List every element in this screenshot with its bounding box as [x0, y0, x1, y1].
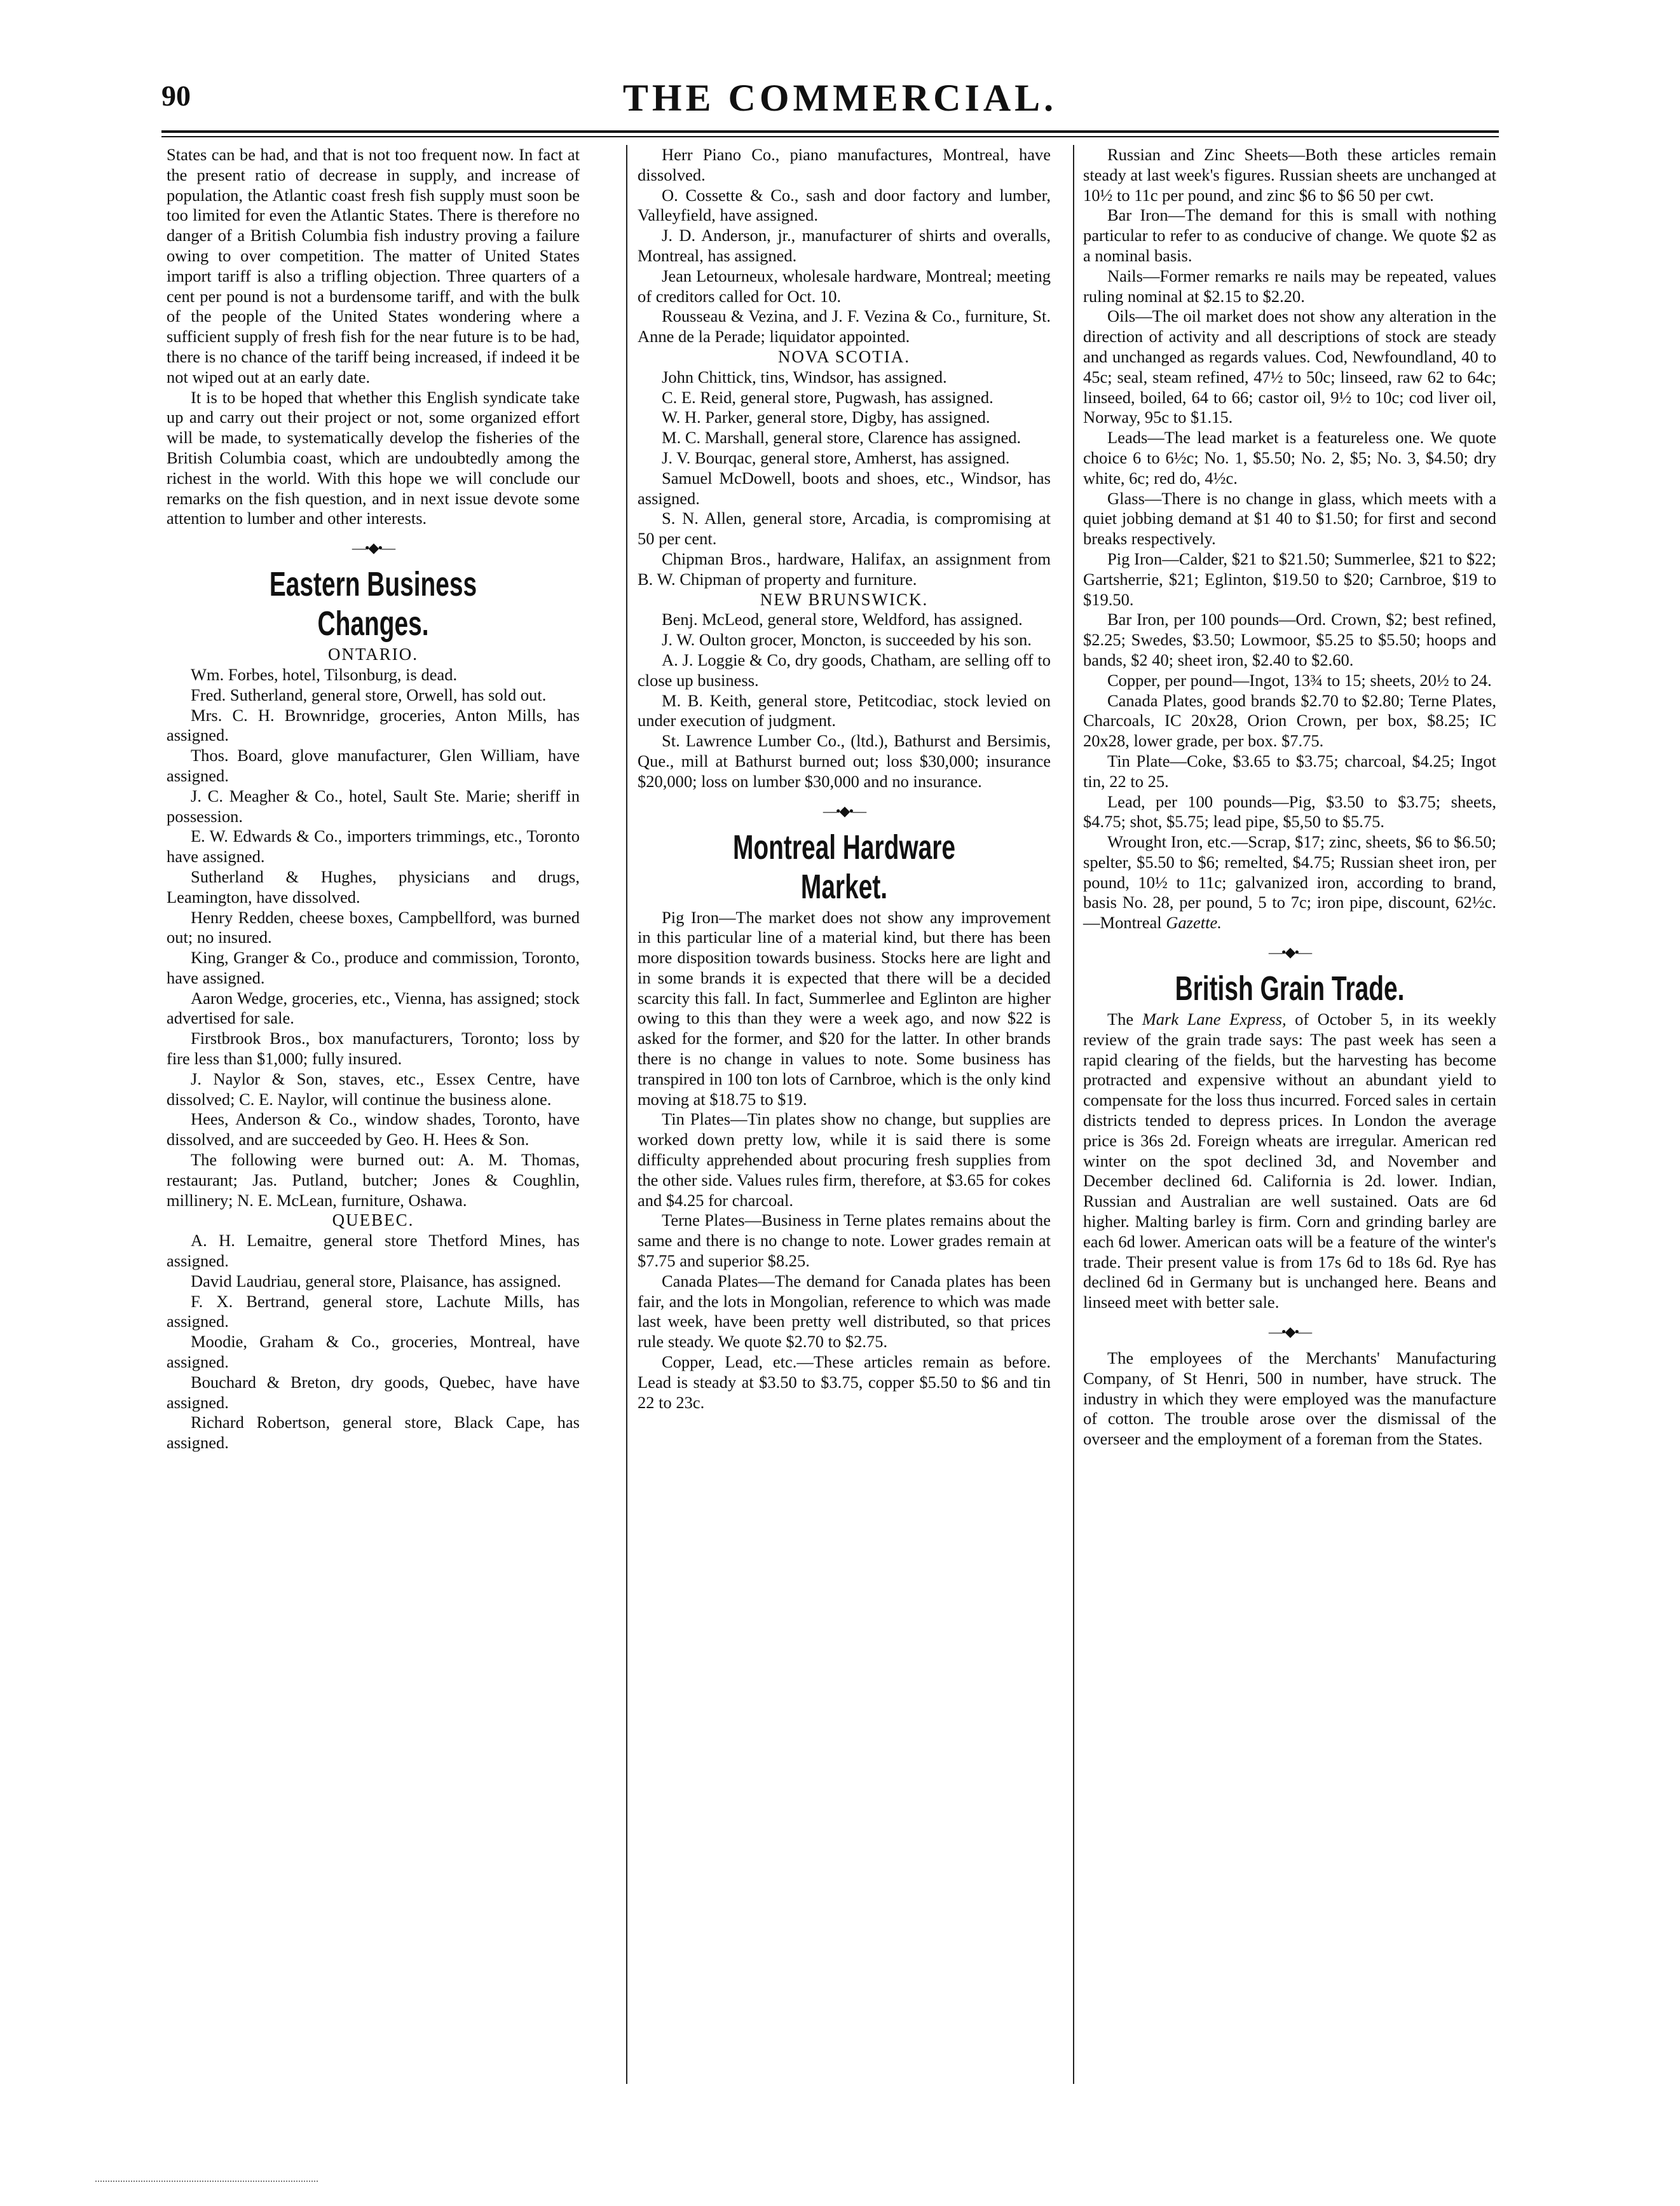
- list-item: Benj. McLeod, general store, Weldford, has assigned.: [662, 610, 1023, 629]
- article-paragraph: Bar Iron—The demand for this is small with nothing particular to refer to as conducive of change. We quote $2 as a nominal basis.: [1083, 205, 1496, 265]
- publication-name: Mark Lane Express,: [1142, 1010, 1287, 1029]
- list-item: O. Cossette & Co., sash and door factory and lumber, Valleyfield, have assigned.: [638, 185, 1051, 225]
- list-item: The following were burned out: A. M. Thomas, restaurant; Jas. Putland, butcher; Jones & Coughlin, millinery; N. E. McLean, furniture, Oshawa.: [167, 1150, 580, 1210]
- list-item: David Laudriau, general store, Plaisance, has assigned.: [191, 1271, 561, 1291]
- list-item: J. D. Anderson, jr., manufacturer of shirts and overalls, Montreal, has assigned.: [638, 226, 1051, 265]
- column-2: [638, 145, 1051, 1413]
- list-item: Hees, Anderson & Co., window shades, Toronto, have dissolved, and are succeeded by Geo. H. Hees & Son.: [167, 1109, 580, 1149]
- section-heading: Eastern Business Changes.: [269, 565, 477, 643]
- section-ornament: —•◆•—: [1268, 944, 1311, 961]
- price-text: Wrought Iron, etc.—Scrap, $17; zinc, sheets, $6 to $6.50; spelter, $5.50 to $6; remelted, $4.75; Russian sheet iron, per pound, 10½ to 11c; galvanized iron, according to brand, basis No. 28, per pound, 5 to 7c; iron pipe, discount, 62½c.—Montreal: [1083, 832, 1496, 933]
- article-paragraph: Nails—Former remarks re nails may be repeated, values ruling nominal at $2.15 to $2.20.: [1083, 266, 1496, 306]
- list-item: Mrs. C. H. Brownridge, groceries, Anton Mills, has assigned.: [167, 705, 580, 745]
- section-ornament: —•◆•—: [352, 540, 395, 556]
- list-item: W. H. Parker, general store, Digby, has assigned.: [662, 408, 990, 427]
- article-paragraph: States can be had, and that is not too frequent now. In fact at the present ratio of decrease in supply, and increase of population, the Atlantic coast fresh fish supply must soon be too limited for even the Atlantic States. There is therefore no danger of a British Columbia fish industry proving a failure owing to over competition. The matter of United States import tariff is also a trifling objection. Three quarters of a cent per pound is not a burdensome tariff, and with the bulk of the people of the United States wondering where a sufficient supply of fresh fish for the near future is to be had, there is no chance of the tariff being increased, if indeed it be not wiped out at an early date.: [167, 145, 580, 387]
- article-paragraph: Terne Plates—Business in Terne plates remains about the same and there is no change to note. Lower grades remain at $7.75 and superior $8.25.: [638, 1210, 1051, 1271]
- list-item: Thos. Board, glove manufacturer, Glen William, have assigned.: [167, 746, 580, 785]
- article-paragraph: [1083, 1010, 1496, 1313]
- list-item: J. C. Meagher & Co., hotel, Sault Ste. Marie; sheriff in possession.: [167, 786, 580, 826]
- lead-word: The: [1107, 1010, 1142, 1029]
- list-item: Samuel McDowell, boots and shoes, etc., Windsor, has assigned.: [638, 468, 1051, 508]
- article-paragraph: [1083, 832, 1496, 933]
- article-paragraph: Copper, per pound—Ingot, 13¾ to 15; sheets, 20½ to 24.: [1107, 670, 1492, 690]
- list-item: Jean Letourneux, wholesale hardware, Montreal; meeting of creditors called for Oct. 10.: [638, 266, 1051, 306]
- article-paragraph: Lead, per 100 pounds—Pig, $3.50 to $3.75; sheets, $4.75; shot, $5.75; lead pipe, $5,50 to $5.75.: [1083, 791, 1496, 832]
- list-item: St. Lawrence Lumber Co., (ltd.), Bathurst and Bersimis, Que., mill at Bathurst burned out; loss $30,000; insurance $20,000; loss on lumber $30,000 and no insurance.: [638, 731, 1051, 791]
- article-paragraph: It is to be hoped that whether this English syndicate take up and carry out their project or not, some organized effort will be made, to systematically develop the fisheries of the British Columbia coast, which are undoubtedly among the richest in the world. With this hope we will conclude our remarks on the fish question, and in next issue devote some attention to lumber and other interests.: [167, 387, 580, 528]
- list-item: J. Naylor & Son, staves, etc., Essex Centre, have dissolved; C. E. Naylor, will continue the business alone.: [167, 1069, 580, 1109]
- list-item: John Chittick, tins, Windsor, has assigned.: [662, 367, 947, 387]
- province-label: QUEBEC.: [332, 1210, 414, 1230]
- list-item: Bouchard & Breton, dry goods, Quebec, have have assigned.: [167, 1372, 580, 1412]
- column-3: [1083, 145, 1496, 1449]
- list-item: S. N. Allen, general store, Arcadia, is compromising at 50 per cent.: [638, 509, 1051, 549]
- list-item: M. B. Keith, general store, Petitcodiac, stock levied on under execution of judgment.: [638, 690, 1051, 730]
- list-item: E. W. Edwards & Co., importers trimmings, etc., Toronto have assigned.: [167, 826, 580, 867]
- province-label: NEW BRUNSWICK.: [760, 589, 929, 609]
- page-number: 90: [161, 79, 191, 112]
- list-item: Firstbrook Bros., box manufacturers, Toronto; loss by fire less than $1,000; fully insured.: [167, 1029, 580, 1069]
- footer-rule: [95, 2181, 318, 2186]
- article-paragraph: Pig Iron—Calder, $21 to $21.50; Summerlee, $21 to $22; Gartsherrie, $21; Eglinton, $19.50 to $20; Carnbroe, $19 to $19.50.: [1083, 549, 1496, 609]
- list-item: C. E. Reid, general store, Pugwash, has assigned.: [662, 387, 994, 407]
- column-divider: [626, 145, 627, 2084]
- article-paragraph: The employees of the Merchants' Manufacturing Company, of St Henri, 500 in number, have struck. The industry in which they were employed was the manufacture of cotton. The trouble arose over the dismissal of the overseer and the employment of a foreman from the States.: [1083, 1348, 1496, 1449]
- list-item: M. C. Marshall, general store, Clarence has assigned.: [662, 428, 1021, 448]
- list-item: Fred. Sutherland, general store, Orwell, has sold out.: [191, 685, 547, 704]
- section-heading: British Grain Trade.: [1175, 969, 1405, 1008]
- article-paragraph: Leads—The lead market is a featureless one. We quote choice 6 to 6½c; No. 1, $5.50; No. 2, $5; No. 3, $4.50; dry white, 6c; red do, 4½c.: [1083, 428, 1496, 488]
- article-paragraph: Bar Iron, per 100 pounds—Ord. Crown, $2; best refined, $2.25; Swedes, $3.50; Lowmoor, $5.25 to $5.50; hoops and bands, $2 40; sheet iron, $2.40 to $2.60.: [1083, 610, 1496, 669]
- article-paragraph: Oils—The oil market does not show any alteration in the direction of activity and all descriptions of stock are steady and unchanged as regards values. Cod, Newfoundland, 40 to 45c; seal, steam refined, 47½ to 50c; linseed, raw 62 to 64c; linseed, boiled, 64 to 66; castor oil, 9½ to 10c; cod liver oil, Norway, 95c to $1.15.: [1083, 306, 1496, 427]
- list-item: Herr Piano Co., piano manufactures, Montreal, have dissolved.: [638, 145, 1051, 184]
- section-ornament: —•◆•—: [823, 802, 866, 819]
- list-item: Richard Robertson, general store, Black Cape, has assigned.: [167, 1413, 580, 1453]
- article-paragraph: Russian and Zinc Sheets—Both these articles remain steady at last week's figures. Russian sheets are unchanged at 10½ to 11c per pound, and zinc $6 to $6 50 per cwt.: [1083, 145, 1496, 205]
- list-item: Moodie, Graham & Co., groceries, Montreal, have assigned.: [167, 1332, 580, 1372]
- list-item: F. X. Bertrand, general store, Lachute Mills, has assigned.: [167, 1291, 580, 1331]
- article-paragraph: Pig Iron—The market does not show any improvement in this particular line of a material kind, but there has been more disposition towards business. Stocks here are light and in some brands it is expected that there will be a decided scarcity this fall. In fact, Summerlee and Eglinton are higher owing to this than they were a week ago, and now $22 is asked for the former, and $20 for the latter. In other brands there is no change in values to note. Some business has transpired in 100 ton lots of Carnbroe, which is the only kind moving at $18.75 to $19.: [638, 907, 1051, 1109]
- article-paragraph: Canada Plates—The demand for Canada plates has been fair, and the lots in Mongolian, reference to which was made last week, have been pretty well distributed, so that prices rule steady. We quote $2.70 to $2.75.: [638, 1271, 1051, 1352]
- province-label: NOVA SCOTIA.: [777, 346, 911, 366]
- article-paragraph: Copper, Lead, etc.—These articles remain as before. Lead is steady at $3.50 to $3.75, copper $5.50 to $6 and tin 22 to 23c.: [638, 1352, 1051, 1412]
- grain-report-text: of October 5, in its weekly review of the grain trade says: The past week has seen a rapid clearing of the fields, but the harvesting has become protracted and expensive without an abundant yield to compensate for the loss thus incurred. Forced sales in certain districts tended to depress prices. In London the average price is 36s 2d. Foreign wheats are irregular. American red winter on the spot declined 3d, and November and December declined 6d. California is 2d. lower. Indian, Russian and Australian are well sustained. Oats are 6d higher. Malting barley is firm. Corn and grinding barley are each 6d lower. American oats will be a feature of the winter's trade. Their present value is from 17s 6d to 18s 6d. Rye has declined 6d in Germany but is unchanged here. Beans and linseed meet with better sale.: [1083, 1010, 1496, 1312]
- article-paragraph: Canada Plates, good brands $2.70 to $2.80; Terne Plates, Charcoals, IC 20x28, Orion Crown, per box, $8.25; IC 20x28, lower grade, per box. $7.75.: [1083, 690, 1496, 751]
- header-rule: [161, 130, 1499, 133]
- list-item: Chipman Bros., hardware, Halifax, an assignment from B. W. Chipman of property and furniture.: [638, 549, 1051, 589]
- column-1: [167, 145, 580, 1453]
- list-item: J. V. Bourqac, general store, Amherst, has assigned.: [662, 448, 1010, 467]
- province-label: ONTARIO.: [327, 645, 419, 664]
- list-item: King, Granger & Co., produce and commission, Toronto, have assigned.: [167, 948, 580, 987]
- list-item: A. H. Lemaitre, general store Thetford Mines, has assigned.: [167, 1231, 580, 1271]
- column-divider: [1073, 145, 1074, 2084]
- list-item: Wm. Forbes, hotel, Tilsonburg, is dead.: [191, 664, 458, 684]
- list-item: Henry Redden, cheese boxes, Campbellford, was burned out; no insured.: [167, 907, 580, 947]
- article-paragraph: Tin Plate—Coke, $3.65 to $3.75; charcoal, $4.25; Ingot tin, 22 to 25.: [1083, 751, 1496, 791]
- header-rule-thin: [161, 136, 1499, 137]
- list-item: J. W. Oulton grocer, Moncton, is succeeded by his son.: [662, 630, 1032, 650]
- source-citation: Gazette.: [1166, 913, 1222, 933]
- article-paragraph: Tin Plates—Tin plates show no change, but supplies are worked down pretty low, while it is said there is some difficulty apprehended about procuring fresh supplies from the other side. Values rules firm, therefore, at $3.65 for cokes and $4.25 for charcoal.: [638, 1109, 1051, 1210]
- masthead-title: THE COMMERCIAL.: [622, 77, 1058, 119]
- list-item: Rousseau & Vezina, and J. F. Vezina & Co., furniture, St. Anne de la Perade; liquidator appointed.: [638, 306, 1051, 346]
- section-ornament: —•◆•—: [1268, 1324, 1311, 1340]
- article-paragraph: Glass—There is no change in glass, which meets with a quiet jobbing demand at $1 40 to $1.50; for first and second breaks respectively.: [1083, 488, 1496, 549]
- list-item: Aaron Wedge, groceries, etc., Vienna, has assigned; stock advertised for sale.: [167, 988, 580, 1028]
- list-item: A. J. Loggie & Co, dry goods, Chatham, are selling off to close up business.: [638, 650, 1051, 690]
- list-item: Sutherland & Hughes, physicians and drugs, Leamington, have dissolved.: [167, 867, 580, 907]
- section-heading: Montreal Hardware Market.: [732, 828, 956, 906]
